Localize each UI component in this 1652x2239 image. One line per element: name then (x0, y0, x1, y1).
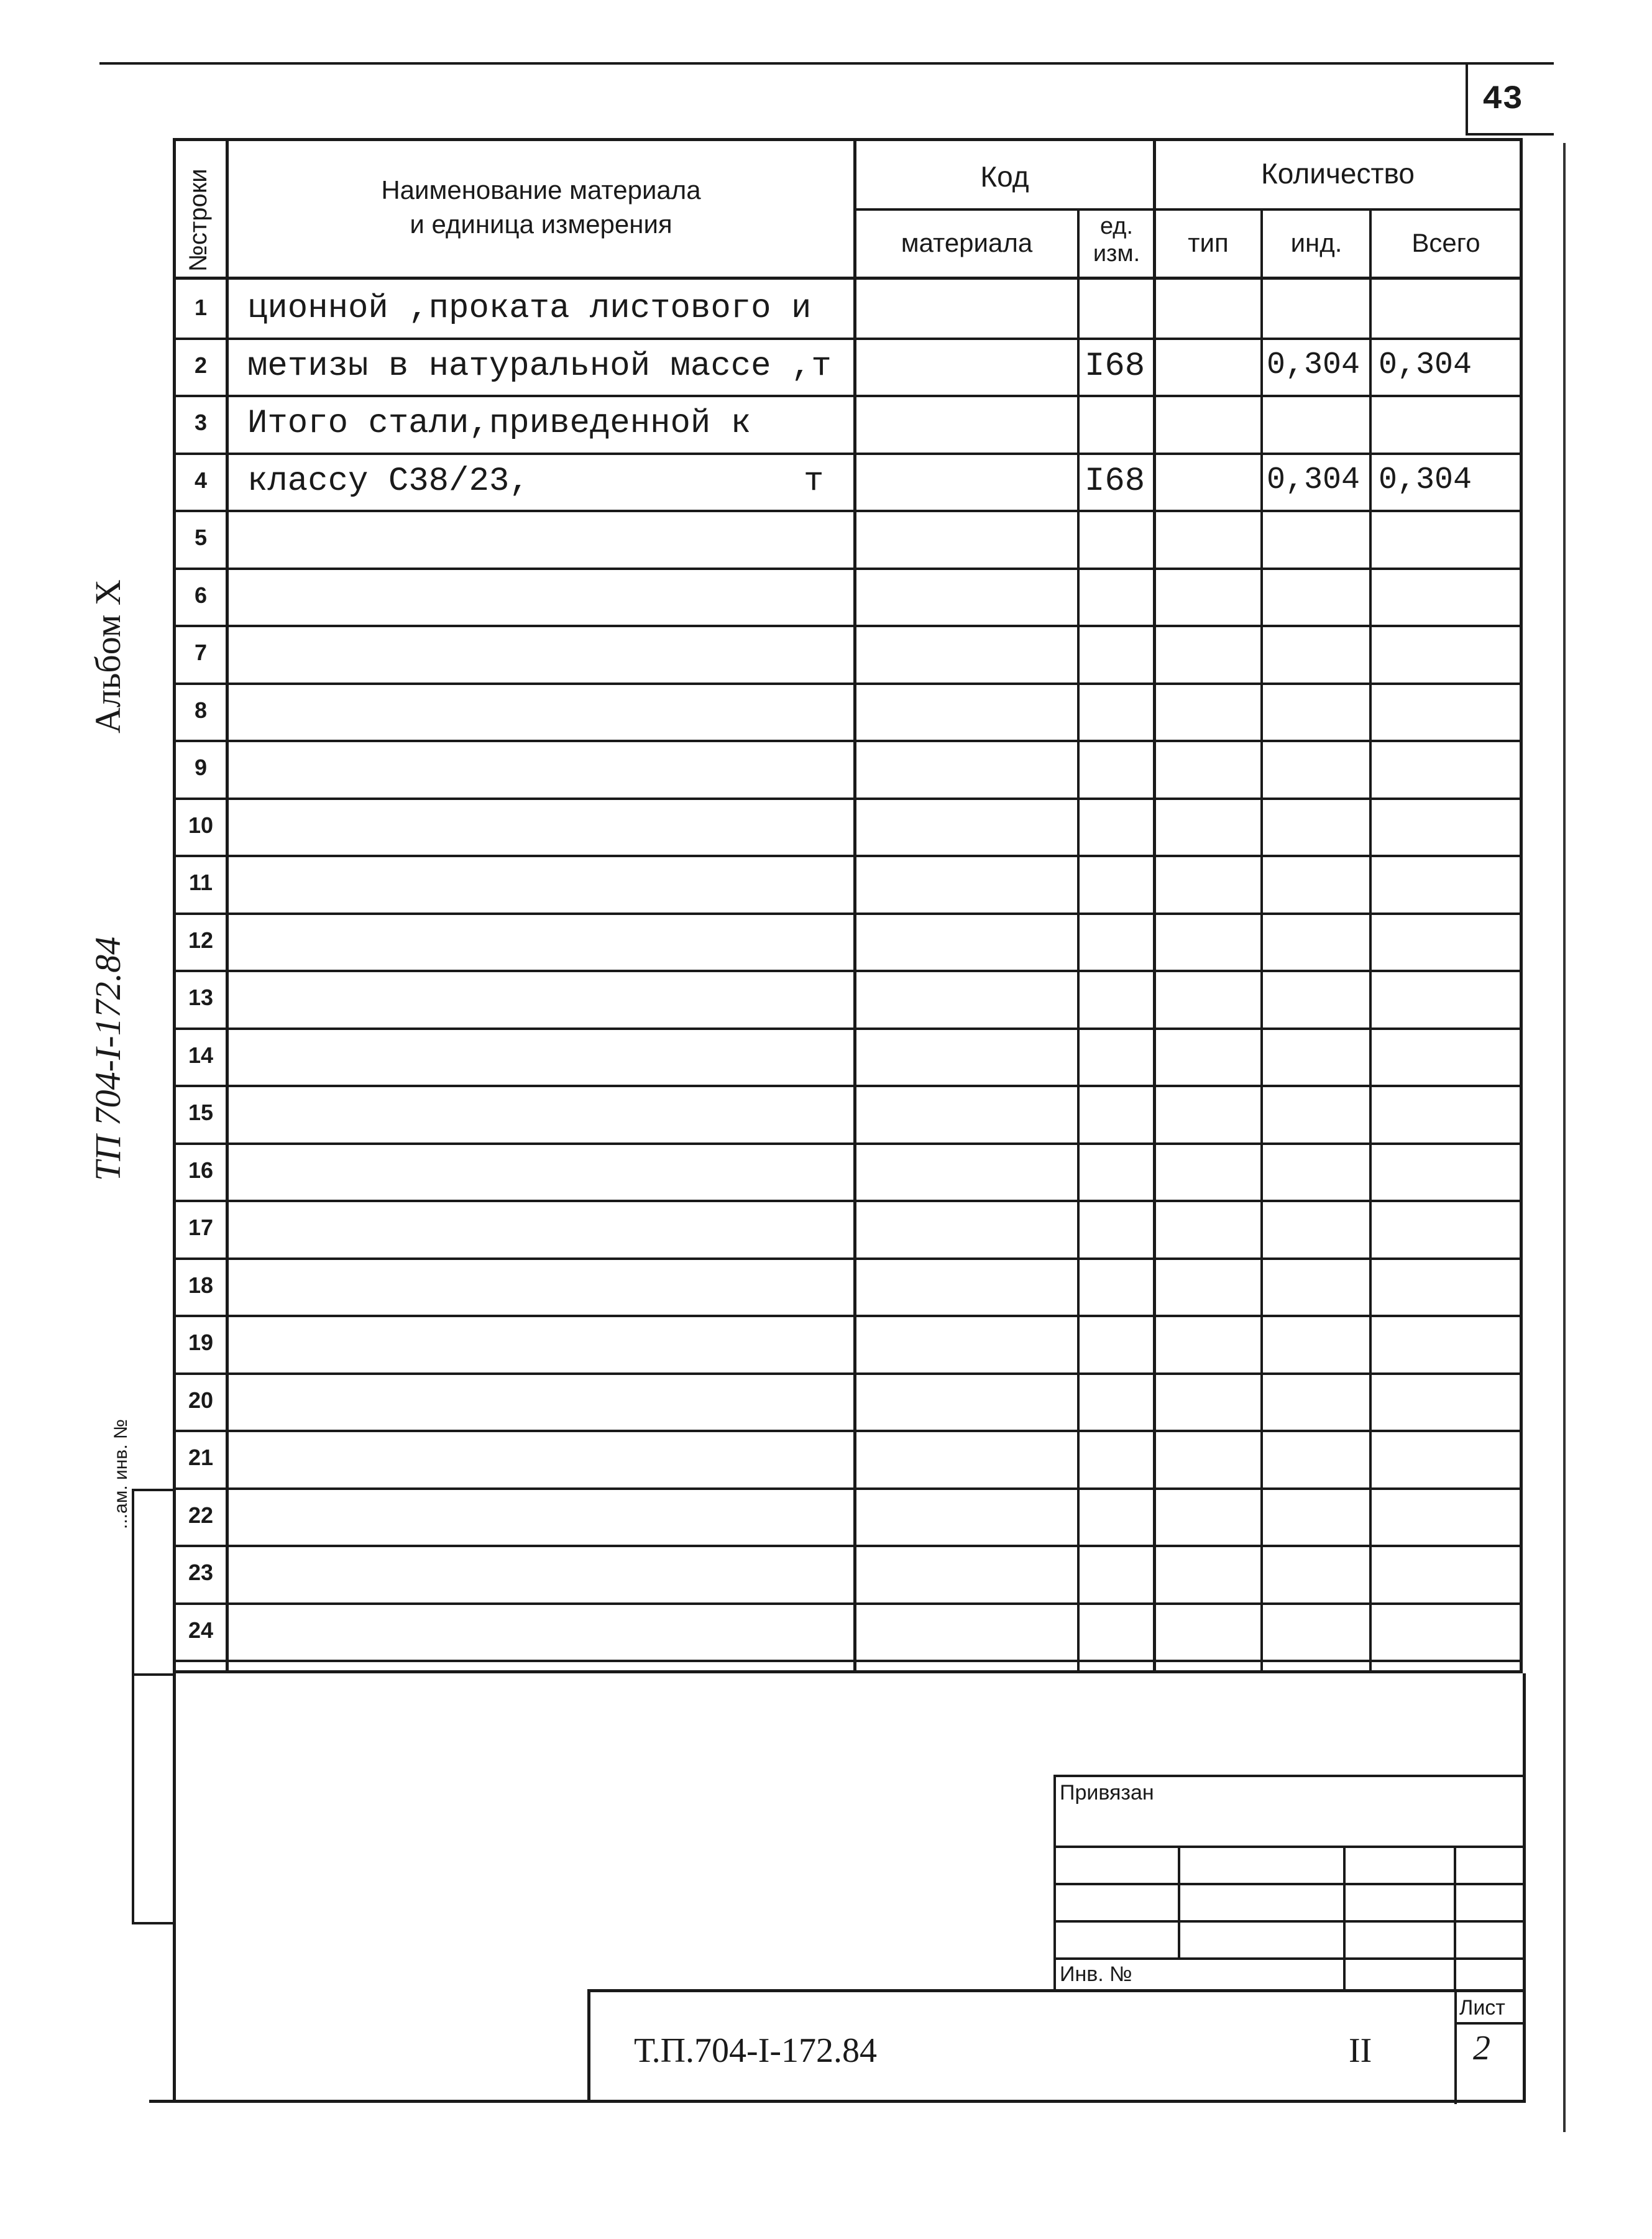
header-mid-line (853, 208, 1520, 211)
row-separator (176, 1487, 1520, 1490)
row-number: 8 (194, 697, 208, 723)
row-number: 18 (188, 1272, 214, 1298)
col-line-rownum (226, 141, 229, 1673)
row-name: метизы в натуральной массе ,т (247, 347, 832, 385)
row-number: 14 (188, 1042, 214, 1068)
col-line-name (853, 141, 856, 1673)
margin-box-bottom-line (132, 1922, 175, 1924)
row-qty-total: 0,304 (1379, 462, 1472, 498)
document-code: Т.П.704-I-172.84 (634, 2031, 877, 2070)
row-separator (176, 1660, 1520, 1662)
row-number: 19 (188, 1330, 214, 1355)
album-label: Альбом X (88, 579, 128, 733)
section-number: II (1349, 2031, 1372, 2070)
stamp-col-1 (1178, 1846, 1180, 1957)
stamp-col-2 (1343, 1846, 1346, 1992)
row-name-unit: т (804, 462, 824, 500)
row-number: 11 (188, 870, 213, 895)
row-number: 23 (188, 1560, 214, 1585)
row-separator (176, 855, 1520, 857)
page-number-divider (1466, 62, 1468, 136)
stamp-col-3 (1454, 1846, 1456, 1992)
scan-edge-line (1563, 143, 1566, 2132)
col-line-type (1260, 209, 1263, 1673)
row-separator (176, 1257, 1520, 1260)
header-name-line1: Наименование материала (381, 175, 701, 205)
row-number: 7 (194, 640, 208, 665)
row-separator (176, 683, 1520, 685)
row-unit-code: I68 (1085, 347, 1145, 385)
sheet-label: Лист (1459, 1996, 1505, 2020)
row-number: 15 (188, 1100, 214, 1125)
row-separator (176, 338, 1520, 340)
row-number: 10 (188, 812, 214, 838)
row-separator (176, 1545, 1520, 1547)
row-separator (176, 798, 1520, 800)
row-separator (176, 970, 1520, 972)
row-number: 17 (188, 1215, 214, 1240)
row-separator (176, 1085, 1520, 1087)
margin-box-mid-line (132, 1673, 175, 1676)
row-qty-total: 0,304 (1379, 347, 1472, 383)
binding-label: Привязан (1060, 1781, 1154, 1805)
frame-right-line (1523, 1673, 1526, 2102)
row-number: 22 (188, 1502, 214, 1528)
inv-label-vertical: ...ам. инв. № (111, 1418, 131, 1529)
sheet-number: 2 (1473, 2029, 1490, 2067)
sheet-divider (1454, 1992, 1457, 2104)
row-number: 16 (188, 1157, 214, 1183)
row-separator (176, 1372, 1520, 1375)
row-separator (176, 625, 1520, 627)
row-number: 13 (188, 985, 214, 1010)
row-separator (176, 1430, 1520, 1432)
inv-no-label: Инв. № (1060, 1962, 1132, 1986)
row-separator (176, 453, 1520, 455)
row-qty-ind: 0,304 (1267, 462, 1361, 498)
row-number: 20 (188, 1387, 214, 1413)
header-bottom-line (176, 277, 1520, 280)
header-name-line2: и единица измерения (410, 209, 672, 239)
row-number: 24 (188, 1617, 214, 1643)
row-number: 21 (188, 1445, 214, 1470)
col-line-unit (1153, 141, 1156, 1673)
sheet-label-line (1454, 2022, 1526, 2025)
row-separator (176, 568, 1520, 570)
row-name: классу С38/23, (247, 462, 530, 500)
row-separator (176, 1028, 1520, 1030)
row-number: 4 (194, 467, 208, 493)
row-number: 2 (194, 352, 208, 378)
title-block (587, 1989, 1523, 2101)
header-code-unit: ед. изм. (1093, 213, 1140, 267)
row-separator (176, 1142, 1520, 1145)
row-number: 3 (194, 410, 208, 435)
header-qty-total: Всего (1411, 228, 1480, 257)
header-qty-ind: инд. (1290, 228, 1342, 257)
row-number: 1 (194, 295, 208, 320)
row-separator (176, 1200, 1520, 1202)
header-qty-type: тип (1188, 228, 1229, 257)
row-separator (176, 510, 1520, 512)
binding-stamp (1053, 1775, 1523, 1989)
margin-box-left-line (132, 1489, 134, 1924)
header-code-material: материала (901, 228, 1033, 257)
frame-left-line (173, 1673, 176, 2102)
row-separator (176, 913, 1520, 915)
page-number: 43 (1482, 81, 1523, 119)
row-number: 5 (194, 525, 208, 550)
header-row-number: №строки (185, 168, 212, 272)
row-number: 12 (188, 927, 214, 953)
row-unit-code: I68 (1085, 462, 1145, 500)
row-number: 6 (194, 582, 208, 608)
row-separator (176, 1602, 1520, 1605)
col-line-ind (1369, 209, 1372, 1673)
row-qty-ind: 0,304 (1267, 347, 1361, 383)
materials-table (173, 138, 1523, 1673)
row-name: Итого стали,приведенной к (247, 405, 751, 443)
row-separator (176, 1315, 1520, 1317)
row-separator (176, 395, 1520, 397)
row-separator (176, 740, 1520, 742)
row-number: 9 (194, 755, 208, 780)
header-quantity: Количество (1260, 157, 1415, 190)
row-name: ционной ,проката листового и (247, 290, 812, 328)
header-code: Код (980, 160, 1029, 193)
top-border-line (99, 62, 1554, 65)
margin-box-top-line (132, 1489, 175, 1491)
page-number-underline (1466, 133, 1554, 136)
project-label-vertical: ТП 704-I-172.84 (88, 936, 128, 1181)
col-line-material (1077, 209, 1080, 1673)
